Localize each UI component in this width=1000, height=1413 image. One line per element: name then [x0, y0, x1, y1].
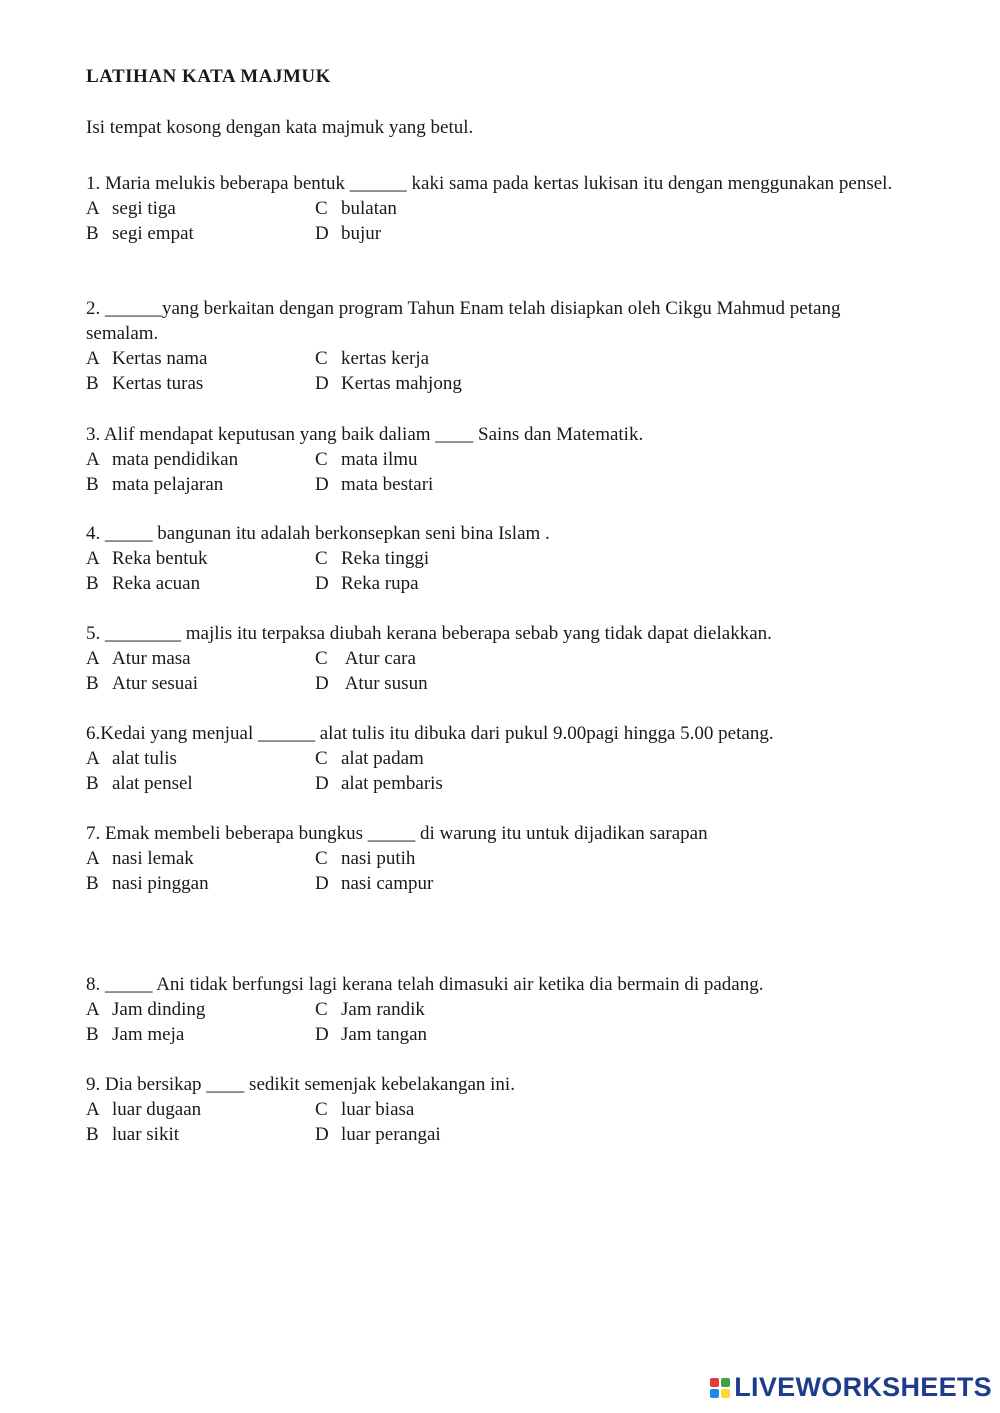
answer-options: [86, 1097, 916, 1147]
option-letter: B: [86, 673, 99, 694]
option-letter: A: [86, 348, 100, 369]
logo-grid-icon: [710, 1378, 730, 1398]
option-letter: D: [315, 1024, 329, 1045]
option-letter: A: [86, 449, 100, 470]
question-8: [86, 972, 916, 1047]
option-text: bujur: [341, 223, 382, 244]
option-letter: A: [86, 999, 100, 1020]
question-6: [86, 721, 916, 796]
option-text: Atur cara: [341, 648, 416, 669]
option-text: Atur masa: [112, 648, 191, 669]
option-d[interactable]: [315, 1122, 575, 1147]
option-text: segi empat: [112, 223, 194, 244]
question-1: [86, 171, 916, 246]
option-letter: C: [315, 748, 328, 769]
question-stem: 1. Maria melukis beberapa bentuk ______ kaki sama pada kertas lukisan itu dengan menggunakan pensel.: [86, 173, 893, 194]
option-a[interactable]: [86, 997, 315, 1022]
option-text: Atur susun: [341, 673, 428, 694]
option-text: Atur sesuai: [112, 673, 199, 694]
option-letter: D: [315, 573, 329, 594]
option-text: kertas kerja: [341, 348, 430, 369]
question-stem: 9. Dia bersikap ____ sedikit semenjak kebelakangan ini.: [86, 1074, 515, 1095]
option-d[interactable]: [315, 371, 575, 396]
option-letter: D: [315, 474, 329, 495]
question-9: [86, 1072, 916, 1147]
option-a[interactable]: [86, 346, 315, 371]
question-stem: 8. _____ Ani tidak berfungsi lagi kerana telah dimasuki air ketika dia bermain di padang.: [86, 974, 764, 995]
option-letter: C: [315, 548, 328, 569]
option-letter: B: [86, 1024, 99, 1045]
option-c[interactable]: [315, 196, 575, 221]
option-letter: A: [86, 648, 100, 669]
option-text: Kertas turas: [112, 373, 204, 394]
option-a[interactable]: [86, 846, 315, 871]
option-a[interactable]: [86, 546, 315, 571]
option-text: alat tulis: [112, 748, 177, 769]
option-letter: C: [315, 848, 328, 869]
option-letter: D: [315, 673, 329, 694]
option-d[interactable]: [315, 472, 575, 497]
question-3: [86, 422, 916, 497]
option-b[interactable]: [86, 771, 315, 796]
question-stem: 2. ______yang berkaitan dengan program Tahun Enam telah disiapkan oleh Cikgu Mahmud petang semalam.: [86, 298, 841, 344]
logo-square-icon: [710, 1389, 719, 1398]
option-text: mata pendidikan: [112, 449, 239, 470]
option-letter: C: [315, 348, 328, 369]
answer-options: [86, 846, 916, 896]
option-letter: C: [315, 198, 328, 219]
option-a[interactable]: [86, 646, 315, 671]
option-d[interactable]: [315, 571, 575, 596]
answer-options: [86, 746, 916, 796]
question-stem: 3. Alif mendapat keputusan yang baik daliam ____ Sains dan Matematik.: [86, 424, 644, 445]
option-a[interactable]: [86, 1097, 315, 1122]
option-c[interactable]: [315, 447, 575, 472]
option-text: alat pembaris: [341, 773, 443, 794]
question-2: [86, 296, 916, 396]
option-text: segi tiga: [112, 198, 176, 219]
option-text: nasi lemak: [112, 848, 194, 869]
option-text: luar sikit: [112, 1124, 180, 1145]
option-letter: D: [315, 1124, 329, 1145]
question-7: [86, 821, 916, 896]
option-text: alat padam: [341, 748, 424, 769]
option-text: mata ilmu: [341, 449, 418, 470]
answer-options: [86, 346, 916, 396]
option-letter: B: [86, 1124, 99, 1145]
option-text: nasi putih: [341, 848, 416, 869]
option-b[interactable]: [86, 371, 315, 396]
option-letter: D: [315, 873, 329, 894]
brand-name: LIVEWORKSHEETS: [734, 1372, 992, 1402]
worksheet-title: LATIHAN KATA MAJMUK: [86, 66, 331, 87]
option-letter: B: [86, 223, 99, 244]
option-text: Reka tinggi: [341, 548, 430, 569]
logo-square-icon: [710, 1378, 719, 1387]
option-b[interactable]: [86, 671, 315, 696]
option-a[interactable]: [86, 447, 315, 472]
option-text: Reka bentuk: [112, 548, 208, 569]
option-text: luar dugaan: [112, 1099, 202, 1120]
option-letter: A: [86, 1099, 100, 1120]
option-text: Reka acuan: [112, 573, 201, 594]
option-letter: D: [315, 773, 329, 794]
option-letter: C: [315, 449, 328, 470]
option-letter: A: [86, 848, 100, 869]
option-b[interactable]: [86, 472, 315, 497]
option-b[interactable]: [86, 571, 315, 596]
option-text: Kertas mahjong: [341, 373, 462, 394]
option-d[interactable]: [315, 871, 575, 896]
option-a[interactable]: [86, 196, 315, 221]
option-text: mata bestari: [341, 474, 434, 495]
option-text: Jam tangan: [341, 1024, 428, 1045]
option-text: bulatan: [341, 198, 397, 219]
option-text: Jam randik: [341, 999, 425, 1020]
option-letter: B: [86, 474, 99, 495]
answer-options: [86, 646, 916, 696]
option-letter: C: [315, 999, 328, 1020]
question-stem: 5. ________ majlis itu terpaksa diubah kerana beberapa sebab yang tidak dapat dielakkan.: [86, 623, 772, 644]
option-letter: B: [86, 573, 99, 594]
question-4: [86, 521, 916, 596]
option-text: alat pensel: [112, 773, 193, 794]
option-c[interactable]: [315, 746, 575, 771]
option-letter: A: [86, 748, 100, 769]
option-b[interactable]: [86, 221, 315, 246]
question-stem: 7. Emak membeli beberapa bungkus _____ di warung itu untuk dijadikan sarapan: [86, 823, 708, 844]
option-text: nasi pinggan: [112, 873, 209, 894]
option-text: mata pelajaran: [112, 474, 224, 495]
instruction-text: Isi tempat kosong dengan kata majmuk yang betul.: [86, 117, 474, 138]
option-letter: B: [86, 373, 99, 394]
option-text: Jam dinding: [112, 999, 206, 1020]
option-d[interactable]: [315, 771, 575, 796]
option-c[interactable]: [315, 997, 575, 1022]
option-text: nasi campur: [341, 873, 434, 894]
option-letter: B: [86, 873, 99, 894]
option-c[interactable]: [315, 646, 575, 671]
option-b[interactable]: [86, 1022, 315, 1047]
option-c[interactable]: [315, 346, 575, 371]
answer-options: [86, 997, 916, 1047]
option-letter: A: [86, 198, 100, 219]
option-d[interactable]: [315, 671, 575, 696]
answer-options: [86, 447, 916, 497]
option-letter: B: [86, 773, 99, 794]
option-d[interactable]: [315, 221, 575, 246]
option-letter: A: [86, 548, 100, 569]
option-text: Reka rupa: [341, 573, 419, 594]
option-text: Jam meja: [112, 1024, 185, 1045]
option-letter: C: [315, 648, 328, 669]
logo-square-icon: [721, 1389, 730, 1398]
question-stem: 4. _____ bangunan itu adalah berkonsepkan seni bina Islam .: [86, 523, 550, 544]
option-text: luar perangai: [341, 1124, 441, 1145]
answer-options: [86, 546, 916, 596]
question-stem: 6.Kedai yang menjual ______ alat tulis itu dibuka dari pukul 9.00pagi hingga 5.00 petang.: [86, 723, 774, 744]
option-d[interactable]: [315, 1022, 575, 1047]
option-c[interactable]: [315, 546, 575, 571]
option-text: Kertas nama: [112, 348, 208, 369]
question-5: [86, 621, 916, 696]
liveworksheets-logo: [710, 1372, 992, 1403]
option-text: luar biasa: [341, 1099, 415, 1120]
option-b[interactable]: [86, 871, 315, 896]
option-b[interactable]: [86, 1122, 315, 1147]
option-letter: D: [315, 373, 329, 394]
answer-options: [86, 196, 916, 246]
option-c[interactable]: [315, 1097, 575, 1122]
option-letter: C: [315, 1099, 328, 1120]
option-letter: D: [315, 223, 329, 244]
logo-square-icon: [721, 1378, 730, 1387]
option-a[interactable]: [86, 746, 315, 771]
option-c[interactable]: [315, 846, 575, 871]
